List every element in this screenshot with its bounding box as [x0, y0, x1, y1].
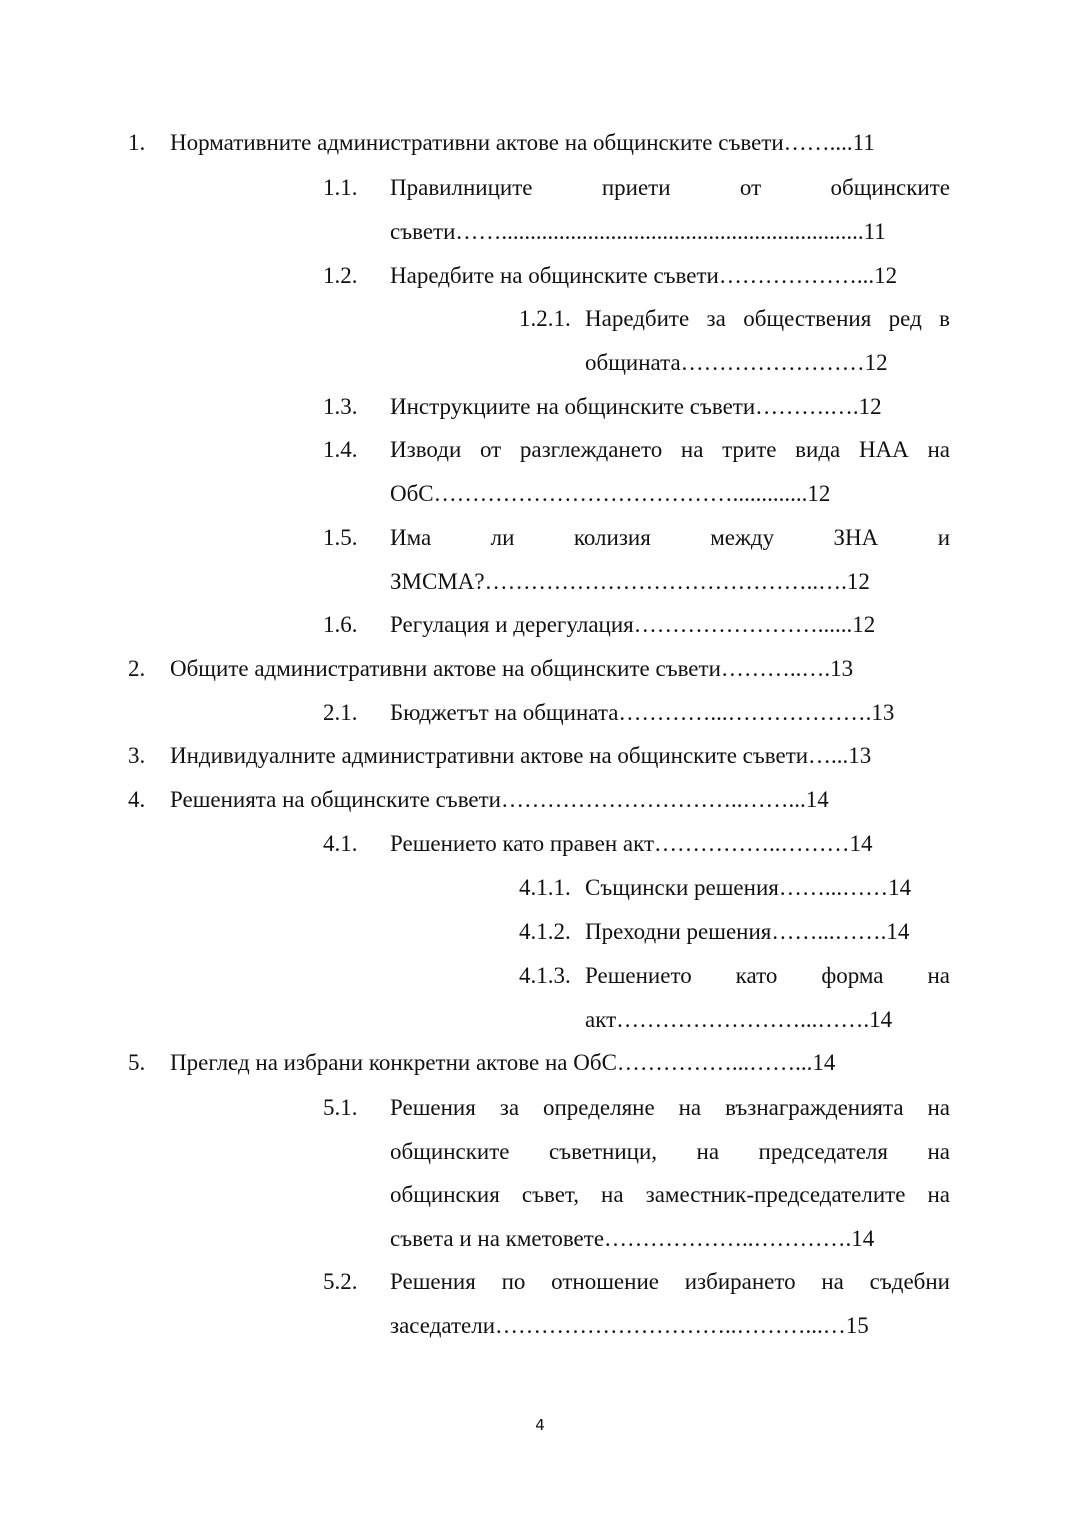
toc-entry-4 — [128, 778, 950, 822]
toc-number: 5. — [128, 1050, 146, 1075]
toc-entry-4-1-3 — [519, 954, 950, 1041]
toc-title-continuation: ОбС………………………………….............12 — [390, 480, 831, 506]
toc-title: Решението като правен акт……………..………14 — [390, 831, 873, 856]
toc-title-continuation: общината……………………12 — [585, 349, 888, 375]
toc-title-continuation: съвета и на кметовете………………..………….14 — [390, 1225, 875, 1251]
toc-title: Инструкциите на общинските съвети……….….12 — [390, 394, 882, 419]
toc-entry-1-4 — [323, 428, 950, 515]
toc-title: Решението като форма на — [585, 963, 950, 988]
toc-entry-4-1-1 — [519, 866, 950, 910]
toc-title-continuation: общинските съветници, на председателя на — [390, 1138, 950, 1164]
toc-number: 4.1.2. — [519, 919, 571, 944]
toc-title: Бюджетът на общината…………...……………….13 — [390, 700, 895, 725]
toc-title: Нормативните административни актове на общинските съвети……....11 — [170, 130, 875, 155]
toc-entry-1-3 — [323, 385, 950, 429]
toc-title-continuation: акт……………………...…….14 — [585, 1006, 893, 1032]
toc-title-continuation: заседатели…………………………..………...…15 — [390, 1312, 869, 1338]
toc-title: Решенията на общинските съвети…………………………..……...14 — [170, 787, 829, 812]
toc-number: 4.1.3. — [519, 963, 571, 988]
toc-number: 4.1. — [323, 831, 358, 856]
toc-number: 2.1. — [323, 700, 358, 725]
toc-number: 1.3. — [323, 394, 358, 419]
toc-title: Регулация и дерегулация……………………......12 — [390, 612, 876, 637]
toc-entry-3 — [128, 734, 950, 778]
toc-number: 1. — [128, 130, 146, 155]
toc-entry-2 — [128, 647, 950, 691]
toc-title: Има ли колизия между ЗНА и — [390, 525, 950, 550]
toc-title-continuation: общинския съвет, на заместник-председателите на — [390, 1182, 950, 1207]
toc-title: Индивидуалните административни актове на общинските съвети…...13 — [170, 743, 872, 768]
toc-title: Общите административни актове на общинските съвети………..….13 — [170, 656, 854, 681]
toc-number: 1.5. — [323, 525, 358, 550]
toc-title-continuation: ЗМСМА?……………………………………..….12 — [390, 568, 870, 594]
toc-number: 1.2. — [323, 263, 358, 288]
toc-entry-4-1 — [323, 822, 950, 866]
toc-number: 1.1. — [323, 175, 358, 200]
toc-title: Правилниците приети от общинските — [390, 175, 950, 200]
toc-entry-5-2 — [323, 1260, 950, 1347]
toc-entry-4-1-2 — [519, 910, 950, 954]
toc-title: Същински решения……...……14 — [585, 875, 912, 900]
toc-number: 2. — [128, 656, 146, 681]
toc-number: 1.2.1. — [519, 306, 571, 331]
toc-number: 1.6. — [323, 612, 358, 637]
toc-number: 1.4. — [323, 437, 358, 462]
toc-entry-1-2 — [323, 254, 950, 298]
toc-title: Преглед на избрани конкретни актове на ОбС……………...……...14 — [170, 1050, 836, 1075]
toc-number: 4. — [128, 787, 146, 812]
toc-title: Преходни решения……...…….14 — [585, 919, 910, 944]
toc-entry-5-1 — [323, 1086, 950, 1260]
toc-entry-5 — [128, 1041, 950, 1085]
toc-number: 5.2. — [323, 1269, 358, 1294]
toc-entry-1-1 — [323, 166, 950, 253]
toc-title: Наредбите на общинските съвети………………...12 — [390, 263, 898, 288]
toc-entry-2-1 — [323, 691, 950, 735]
toc-title-continuation: съвети……...............................................................11 — [390, 218, 886, 244]
toc-title: Решения за определяне на възнагражденията на — [390, 1095, 950, 1120]
toc-title: Изводи от разглеждането на трите вида НАА на — [390, 437, 950, 462]
toc-number: 3. — [128, 743, 146, 768]
toc-entry-1-5 — [323, 516, 950, 603]
toc-entry-1-2-1 — [519, 297, 950, 384]
toc-title: Наредбите за обществения ред в — [585, 306, 950, 331]
page-number: 4 — [535, 1416, 545, 1434]
toc-number: 4.1.1. — [519, 875, 571, 900]
toc-entry-1 — [128, 121, 950, 165]
toc-number: 5.1. — [323, 1095, 358, 1120]
toc-entry-1-6 — [323, 603, 950, 647]
toc-title: Решения по отношение избирането на съдебни — [390, 1269, 950, 1294]
